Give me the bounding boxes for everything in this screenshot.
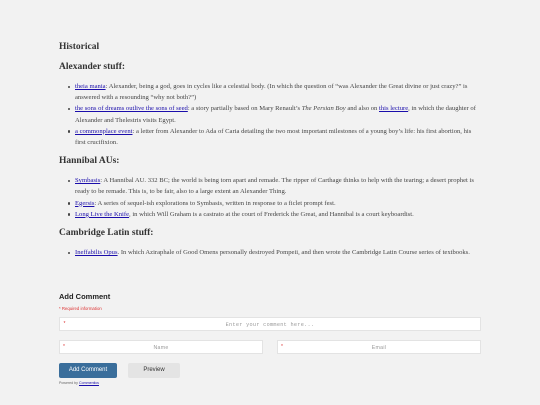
required-marker: *	[63, 321, 67, 327]
story-link-egersis[interactable]: Egersis	[75, 199, 95, 207]
item-text: : A Hannibal AU. 332 BC; the world is being torn apart and remade. The ripper of Carthage thinks to help with the tearing; a desert prophet is ready to be remade. This is, to be fair, also to a large extent an Alexander Thing.	[75, 177, 474, 196]
list-item	[75, 175, 481, 197]
item-text: : Alexander, being a god, goes in cycles like a celestial body. (In which the question of “was Alexander the Great divine or just crazy?” is answered with a resounding “why not both?”)	[75, 83, 468, 102]
item-text: , in which Will Graham is a castrato at the court of Frederick the Great, and Hannibal is a court keyboardist.	[129, 210, 414, 218]
item-text: : A series of sequel-ish explorations to Symbasis, written in response to a ficlet prompt fest.	[94, 199, 336, 207]
powered-by	[59, 381, 99, 385]
story-link-theia-mania[interactable]: theia mania	[75, 83, 106, 90]
add-comment-button[interactable]: Add Comment	[59, 363, 117, 378]
required-marker: *	[281, 344, 283, 350]
item-text: . In which Aziraphale of Good Omens personally destroyed Pompeii, and then wrote the Cambridge Latin Course series of textbooks.	[117, 249, 470, 257]
group-heading-alexander: Alexander stuff:	[59, 62, 126, 72]
email-field[interactable]	[277, 340, 481, 354]
story-link-ineffabilis-opus[interactable]: Ineffabilis Opus	[75, 249, 118, 257]
alexander-list	[59, 81, 481, 148]
list-item	[75, 198, 481, 209]
group-heading-cambridge-latin: Cambridge Latin stuff:	[59, 228, 154, 239]
book-title: The Persian Boy	[301, 105, 346, 113]
lecture-link[interactable]: this lecture	[379, 105, 409, 113]
list-item	[75, 126, 481, 148]
cambridge-latin-list	[59, 247, 481, 258]
content	[59, 36, 481, 258]
list-item	[75, 247, 481, 258]
required-note: * Required information	[59, 306, 102, 311]
powered-by-prefix: Powered by	[59, 381, 79, 385]
email-placeholder: Email	[371, 344, 387, 351]
hannibal-list	[59, 175, 481, 220]
name-placeholder: Name	[153, 344, 169, 351]
group-heading-hannibal: Hannibal AUs:	[59, 156, 120, 167]
section-title: Historical	[59, 42, 100, 52]
story-link-sons-of-dreams[interactable]: the sons of dreams outlive the sons of seed	[75, 105, 188, 113]
list-item	[75, 103, 481, 125]
list-item	[75, 81, 481, 103]
list-item	[75, 209, 481, 220]
comment-placeholder: Enter your comment here...	[225, 321, 315, 328]
comment-textarea[interactable]	[59, 317, 481, 331]
story-link-long-live-the-knife[interactable]: Long Live the Knife	[75, 210, 130, 218]
name-field[interactable]	[59, 340, 263, 354]
item-text: and also on	[345, 105, 380, 113]
story-link-commonplace-event[interactable]: a commonplace event	[75, 127, 133, 135]
story-link-symbasis[interactable]: Symbasis	[75, 177, 101, 185]
required-marker: *	[63, 344, 65, 350]
comment-form-title: Add Comment	[59, 292, 111, 301]
commentics-link[interactable]: Commentics	[78, 381, 99, 385]
preview-button[interactable]: Preview	[128, 363, 180, 378]
item-text: , in which the daughter of Alexander and Thelestris visits Egypt.	[75, 105, 476, 124]
item-text: : a letter from Alexander to Ada of Caria detailing the two most important milestones of a young boy’s life: his first abortion, his first crucifixion.	[75, 127, 472, 147]
item-text: : a story partially based on Mary Renault’s	[187, 105, 302, 113]
